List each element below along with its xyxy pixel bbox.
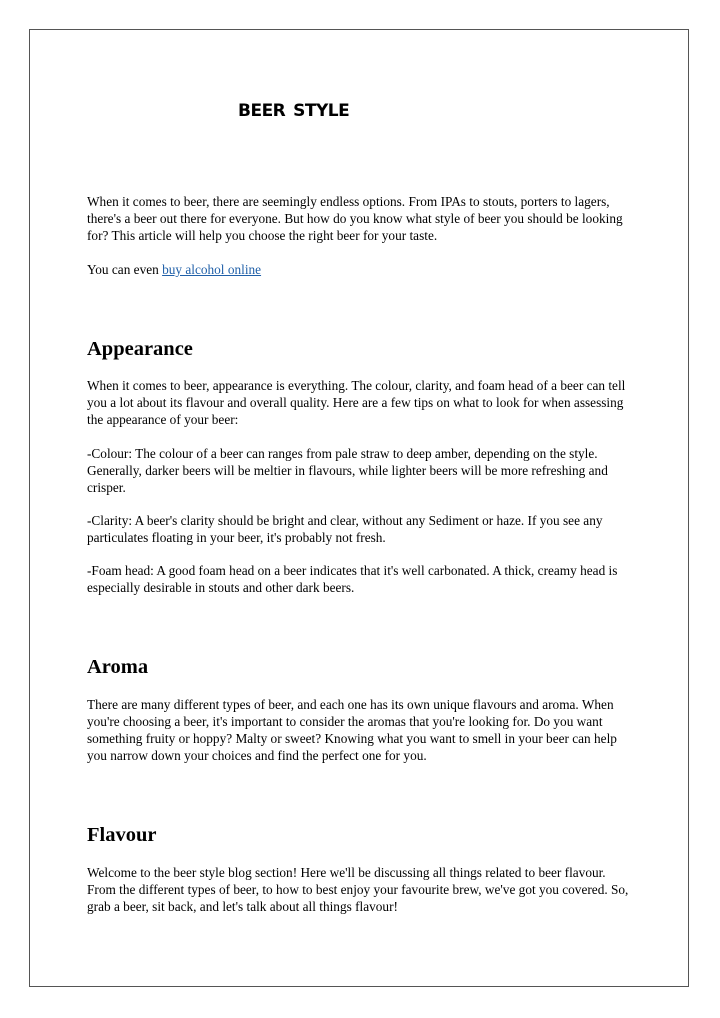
appearance-foam: -Foam head: A good foam head on a beer indicates that it's well carbonated. A thick, creamy head is especially desirable in stouts and other dark beers. <box>87 563 618 595</box>
appearance-heading: Appearance <box>87 338 193 360</box>
intro-link-line <box>87 261 635 278</box>
buy-alcohol-link[interactable]: buy alcohol online <box>162 262 262 277</box>
aroma-paragraph: There are many different types of beer, and each one has its own unique flavours and aroma. When you're choosing a beer, it's important to consider the aromas that you're looking for. Do you want something fruity or hoppy? Malty or sweet? Knowing what you want to smell in your beer can help you narrow down your choices and find the perfect one for you. <box>87 697 617 763</box>
flavour-paragraph: Welcome to the beer style blog section! Here we'll be discussing all things related to beer flavour. From the different types of beer, to how to best enjoy your favourite brew, we've got you covered. So, grab a beer, sit back, and let's talk about all things flavour! <box>87 865 629 914</box>
appearance-paragraph: When it comes to beer, appearance is everything. The colour, clarity, and foam head of a beer can tell you a lot about its flavour and overall quality. Here are a few tips on what to look for when assessing the appearance of your beer: <box>87 378 626 427</box>
page-title: beer style <box>238 94 350 122</box>
appearance-clarity: -Clarity: A beer's clarity should be bright and clear, without any Sediment or haze. If you see any particulates floating in your beer, it's probably not fresh. <box>87 513 603 545</box>
intro-paragraph: When it comes to beer, there are seemingly endless options. From IPAs to stouts, porters to lagers, there's a beer out there for everyone. But how do you know what style of beer you should be looking for? This article will help you choose the right beer for your taste. <box>87 194 623 243</box>
appearance-colour: -Colour: The colour of a beer can ranges from pale straw to deep amber, depending on the style. Generally, darker beers will be meltier in flavours, while lighter beers will be more refreshing and crisper. <box>87 446 608 495</box>
intro-link-prefix: You can even <box>87 262 163 277</box>
flavour-heading: Flavour <box>87 824 157 846</box>
aroma-heading: Aroma <box>87 656 149 678</box>
